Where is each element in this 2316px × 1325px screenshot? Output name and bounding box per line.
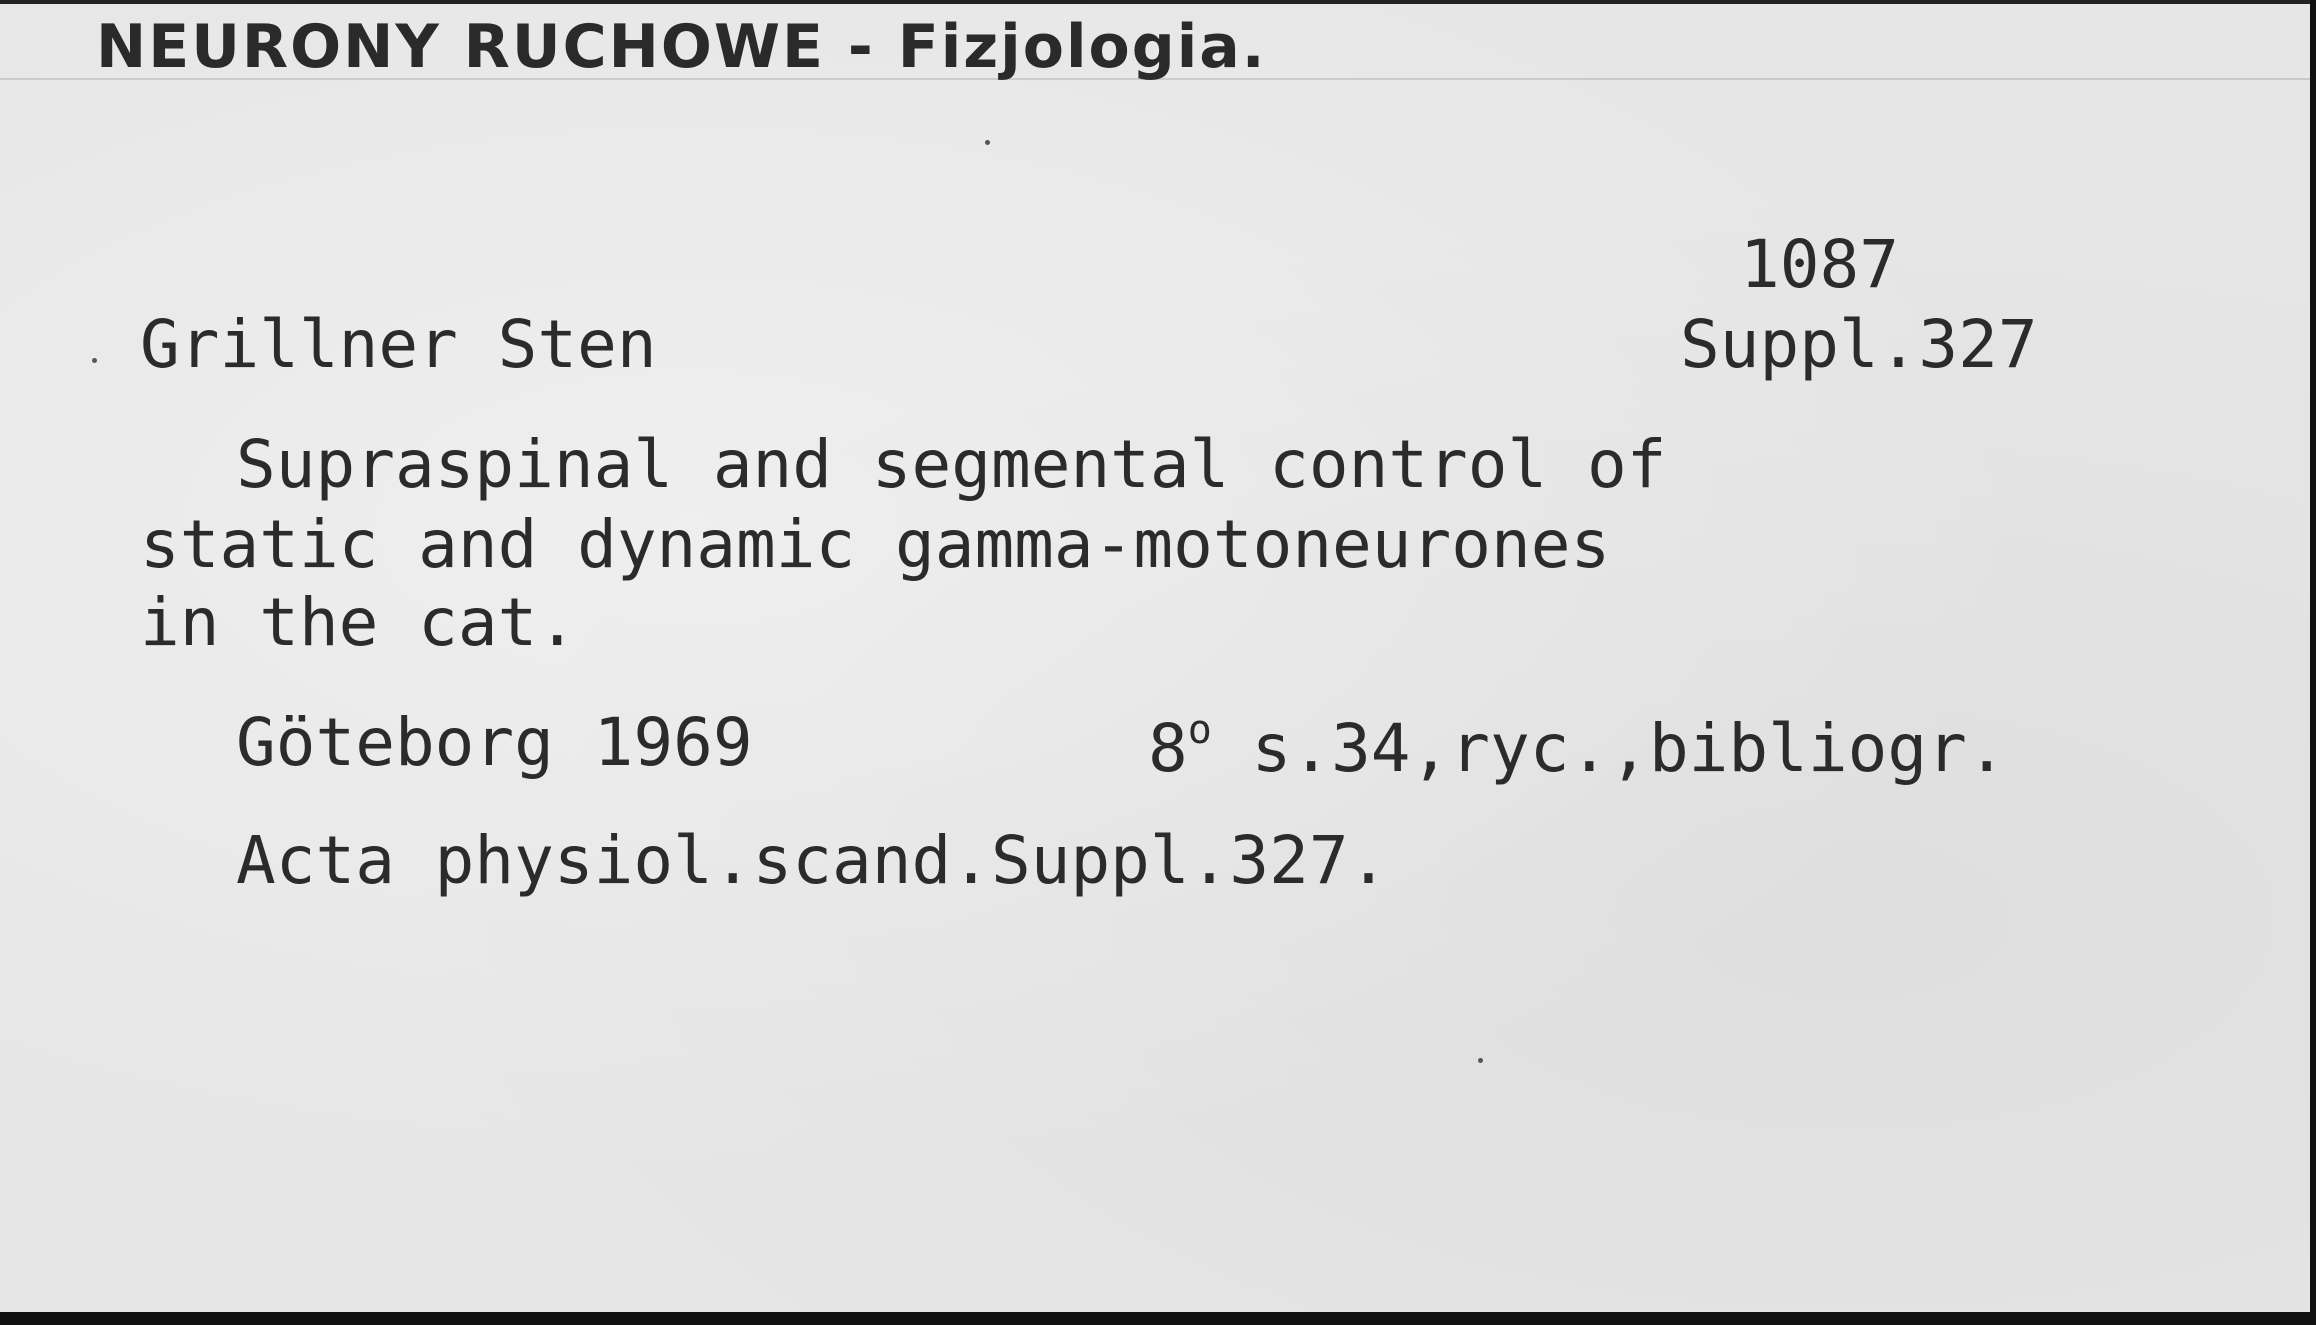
scan-edge-right bbox=[2310, 0, 2316, 1325]
physical-description bbox=[1148, 707, 2007, 787]
scan-edge-bottom bbox=[0, 1312, 2316, 1325]
series-statement: Acta physiol.scand.Suppl.327. bbox=[236, 822, 1389, 899]
paper-speck bbox=[985, 140, 990, 145]
subject-heading: NEURONY RUCHOWE - Fizjologia. bbox=[96, 12, 1267, 82]
paper-speck bbox=[1478, 1058, 1483, 1063]
author-name: Grillner Sten bbox=[140, 306, 657, 383]
scan-edge-top bbox=[0, 0, 2316, 4]
shelf-mark: Suppl.327 bbox=[1680, 306, 2038, 383]
title-line-2: static and dynamic gamma-motoneurones bbox=[140, 506, 1611, 583]
format-size: 8 bbox=[1148, 710, 1188, 787]
publication-place-year: Göteborg 1969 bbox=[236, 704, 753, 781]
title-line-1: Supraspinal and segmental control of bbox=[236, 426, 1667, 503]
call-number: 1087 bbox=[1740, 226, 1899, 303]
paper-speck bbox=[92, 358, 97, 363]
format-size-superscript: o bbox=[1187, 707, 1212, 753]
pagination-details: s.34,ryc.,bibliogr. bbox=[1251, 710, 2007, 787]
title-line-3: in the cat. bbox=[140, 584, 578, 661]
